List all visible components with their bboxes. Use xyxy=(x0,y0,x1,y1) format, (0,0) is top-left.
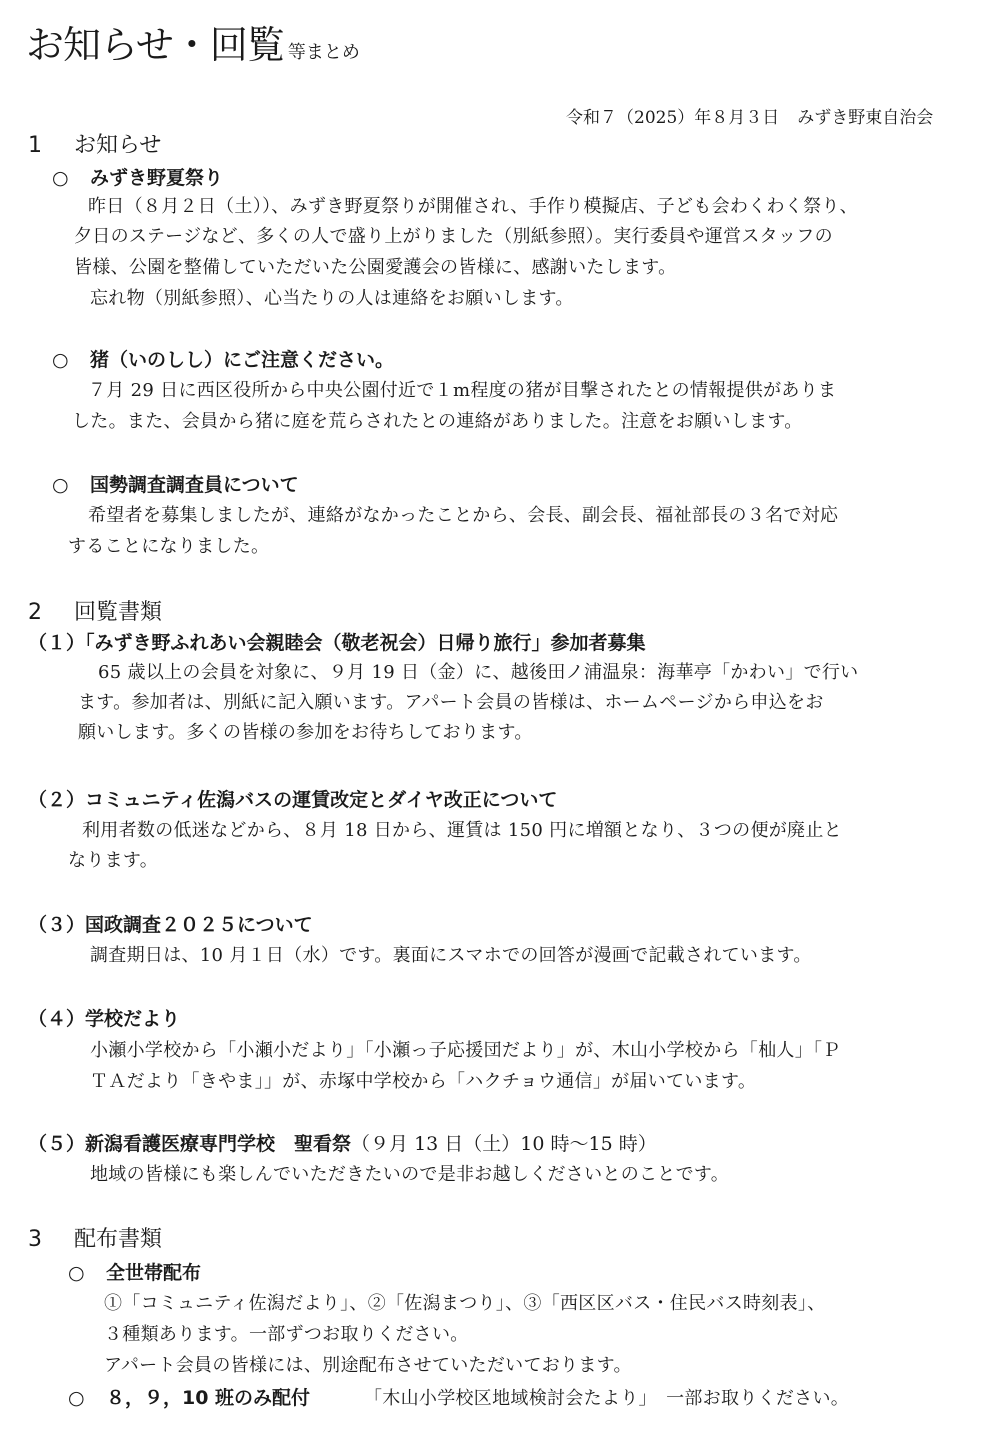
bullet-circle: ○ xyxy=(68,1262,85,1284)
paragraph-line: することになりました。 xyxy=(68,536,270,557)
circular-item-heading xyxy=(28,628,646,655)
date-and-organization xyxy=(566,103,933,128)
paragraph-line: 願いします。多くの皆様の参加をお待ちしております。 xyxy=(78,722,533,743)
section-title: 回覧書類 xyxy=(74,600,163,625)
item-label: （５） xyxy=(28,1133,86,1155)
item-label: （３） xyxy=(28,914,86,936)
item-title: ８，９，10 班のみ配付 xyxy=(106,1387,311,1409)
paragraph-line: 皆様、公園を整備していただいた公園愛護会の皆様に、感謝いたします。 xyxy=(74,257,677,278)
section-1-heading xyxy=(28,128,161,159)
item-title: 新潟看護医療専門学校 聖看祭 xyxy=(85,1133,352,1155)
item-title: 国勢調査調査員について xyxy=(90,474,299,496)
paragraph-line: アパート会員の皆様には、別途配布させていただいております。 xyxy=(104,1355,632,1376)
bullet-circle: ○ xyxy=(68,1387,85,1409)
title-main: お知らせ・回覧 xyxy=(26,23,284,67)
document-title xyxy=(26,14,360,69)
notice-item-heading xyxy=(52,163,223,190)
bullet-circle: ○ xyxy=(52,167,69,189)
distribution-item-heading xyxy=(68,1258,201,1285)
title-suffix: 等まとめ xyxy=(287,42,360,63)
paragraph-line: 小瀬小学校から「小瀬小だより」「小瀬っ子応援団だより」が、木山小学校から「杣人」「Ｐ xyxy=(90,1040,841,1061)
paragraph-line: なります。 xyxy=(68,850,159,871)
issue-date: 令和７（2025）年８月３日 xyxy=(566,108,780,128)
item-detail: （９月 13 日（土）10 時～15 時） xyxy=(351,1133,657,1155)
notice-item-heading xyxy=(52,470,299,497)
notice-item-heading xyxy=(52,345,394,372)
circular-item-heading xyxy=(28,1129,657,1156)
item-title: みずき野夏祭り xyxy=(90,167,224,189)
section-number: 2 xyxy=(28,600,42,625)
item-title: 国政調査２０２５について xyxy=(85,914,313,936)
paragraph-line: 調査期日は、10 月１日（水）です。裏面にスマホでの回答が漫画で記載されています。 xyxy=(90,945,812,966)
section-2-heading xyxy=(28,595,162,626)
paragraph-line: ７月 29 日に西区役所から中央公園付近で１m程度の猪が目撃されたとの情報提供がありま xyxy=(88,380,837,401)
item-label: （１） xyxy=(28,632,86,654)
paragraph-line: 利用者数の低迷などから、８月 18 日から、運賃は 150 円に増額となり、３つの便が廃止と xyxy=(82,820,842,841)
item-label: （４） xyxy=(28,1008,86,1030)
paragraph-line: 夕日のステージなど、多くの人で盛り上がりました（別紙参照）。実行委員や運営スタッフの xyxy=(74,226,833,247)
circular-item-heading xyxy=(28,785,557,812)
distribution-detail: 「木山小学校区地域検討会たより」 一部お取りください。 xyxy=(364,1388,850,1409)
section-title: 配布書類 xyxy=(74,1227,163,1252)
paragraph-line: 希望者を募集しましたが、連絡がなかったことから、会長、副会長、福祉部長の３名で対応 xyxy=(88,505,839,526)
circular-item-heading xyxy=(28,910,313,937)
item-title: 学校だより xyxy=(85,1008,181,1030)
section-number: 3 xyxy=(28,1227,42,1252)
paragraph-line: ます。参加者は、別紙に記入願います。アパート会員の皆様は、ホームページから申込をお xyxy=(78,692,824,713)
section-3-heading xyxy=(28,1222,162,1253)
paragraph-line: ＴＡだより「きやま」」が、赤塚中学校から「ハクチョウ通信」が届いています。 xyxy=(90,1071,757,1092)
paragraph-line: 65 歳以上の会員を対象に、９月 19 日（金）に、越後田ノ浦温泉：海華亭「かわい」で行い xyxy=(98,662,859,683)
item-title: 全世帯配布 xyxy=(106,1262,202,1284)
bullet-circle: ○ xyxy=(52,474,69,496)
circular-item-heading xyxy=(28,1004,180,1031)
distribution-item-heading xyxy=(68,1383,310,1410)
paragraph-line: 昨日（８月２日（土））、みずき野夏祭りが開催され、手作り模擬店、子ども会わくわく祭り、 xyxy=(88,196,858,217)
item-label: （２） xyxy=(28,789,86,811)
paragraph-line: した。また、会員から猪に庭を荒らされたとの連絡がありました。注意をお願いします。 xyxy=(72,411,803,432)
paragraph-line: ①「コミュニティ佐潟だより」、②「佐潟まつり」、③「西区区バス・住民バス時刻表」、 xyxy=(104,1293,826,1314)
paragraph-line: 地域の皆様にも楽しんでいただきたいので是非お越しくださいとのことです。 xyxy=(90,1164,730,1185)
paragraph-line: ３種類あります。一部ずつお取りください。 xyxy=(104,1324,469,1345)
section-number: 1 xyxy=(28,133,42,158)
paragraph-line: 忘れ物（別紙参照）、心当たりの人は連絡をお願いします。 xyxy=(90,288,574,309)
item-title: 「みずき野ふれあい会親睦会（敬老祝会）日帰り旅行」参加者募集 xyxy=(85,632,646,654)
item-title: 猪（いのしし）にご注意ください。 xyxy=(90,349,395,371)
item-title: コミュニティ佐潟バスの運賃改定とダイヤ改正について xyxy=(85,789,558,811)
section-title: お知らせ xyxy=(74,133,162,158)
bullet-circle: ○ xyxy=(52,349,69,371)
organization-name: みずき野東自治会 xyxy=(797,108,934,128)
